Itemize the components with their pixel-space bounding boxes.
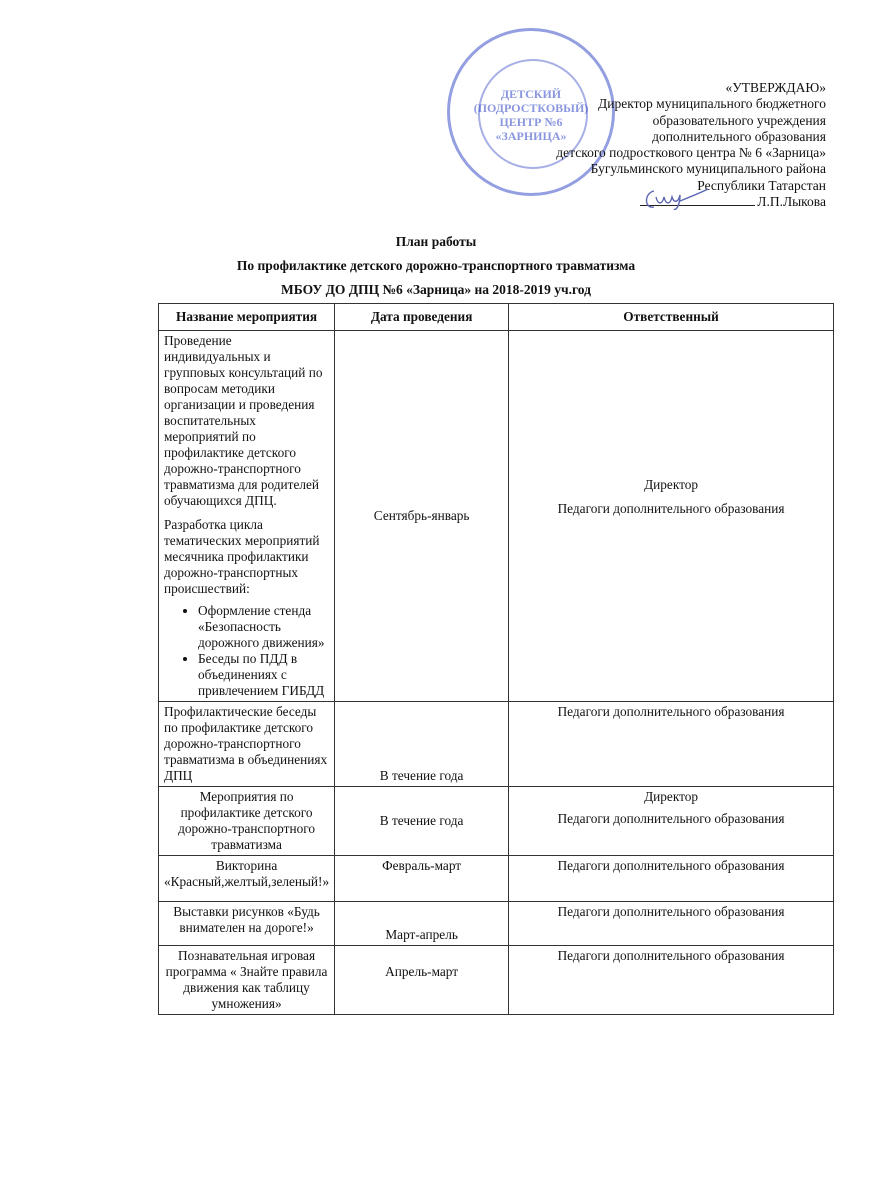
event-text: Разработка цикла тематических мероприятий месячника профилактики дорожно-транспортных происшествий: [164,517,320,596]
approval-line: Бугульминского муниципального района [590,161,826,177]
document-title [0,230,872,302]
responsible-cell [509,331,834,702]
handwritten-signature [640,183,710,213]
approval-heading: «УТВЕРЖДАЮ» [725,80,826,95]
date-cell: Февраль-март [335,856,509,902]
responsible-text: Педагоги дополнительного образования [557,811,785,826]
event-text: Проведение индивидуальных и групповых консультаций по вопросам методики организации и проведения воспитательных мероприятий по профилактике детского дорожно-транспортного травматизма для родителей обучающихся ДПЦ. [164,333,323,508]
header-responsible: Ответственный [509,304,834,331]
date-cell: Сентябрь-январь [335,331,509,702]
title-line: МБОУ ДО ДПЦ №6 «Зарница» на 2018-2019 уч.год [281,282,591,297]
stamp-text: ДЕТСКИЙ [500,87,562,101]
responsible-text: Директор [644,789,699,804]
header-date: Дата проведения [335,304,509,331]
title-line: План работы [395,234,477,249]
table-row [159,702,834,787]
date-cell: Апрель-март [335,946,509,1015]
table-row [159,787,834,856]
responsible-cell [509,787,834,856]
event-cell [159,331,335,702]
table-row [159,856,834,902]
event-cell: Познавательная игровая программа « Знайте правила движения как таблицу умножения» [159,946,335,1015]
event-cell: Викторина «Красный,желтый,зеленый!» [159,856,335,902]
approval-line: дополнительного образования [652,128,826,144]
responsible-text: Педагоги дополнительного образования [557,501,785,516]
stamp-text: «ЗАРНИЦА» [495,129,567,143]
signatory-name: Л.П.Лыкова [757,194,826,210]
event-cell: Мероприятия по профилактике детского дорожно-транспортного травматизма [159,787,335,856]
bullet-item: • Беседы по ПДД в объединениях с привлечением ГИБДД [198,651,329,699]
event-cell: Выставки рисунков «Будь внимателен на дороге!» [159,902,335,946]
responsible-cell: Педагоги дополнительного образования [509,856,834,902]
title-line: По профилактике детского дорожно-транспортного травматизма [236,258,636,273]
date-cell: Март-апрель [335,902,509,946]
table-header-row [159,304,834,331]
approval-line: Республики Татарстан [697,177,826,193]
table-row [159,902,834,946]
plan-table [158,303,834,1015]
approval-line: образовательного учреждения [652,112,826,128]
stamp-text: (ПОДРОСТКОВЫЙ) [473,101,589,115]
date-cell: В течение года [335,787,509,856]
date-cell: В течение года [335,702,509,787]
header-event: Название мероприятия [159,304,335,331]
responsible-cell: Педагоги дополнительного образования [509,902,834,946]
responsible-cell: Педагоги дополнительного образования [509,946,834,1015]
approval-line: детского подросткового центра № 6 «Зарница» [556,145,826,161]
responsible-text: Директор [644,477,699,492]
table-row [159,946,834,1015]
table-row [159,331,834,702]
responsible-cell: Педагоги дополнительного образования [509,702,834,787]
bullet-item: • Оформление стенда «Безопасность дорожного движения» [198,603,329,651]
event-cell: Профилактические беседы по профилактике детского дорожно-транспортного травматизма в объединениях ДПЦ [159,702,335,787]
approval-line: Директор муниципального бюджетного [598,96,826,112]
stamp-text: ЦЕНТР №6 [499,115,563,129]
